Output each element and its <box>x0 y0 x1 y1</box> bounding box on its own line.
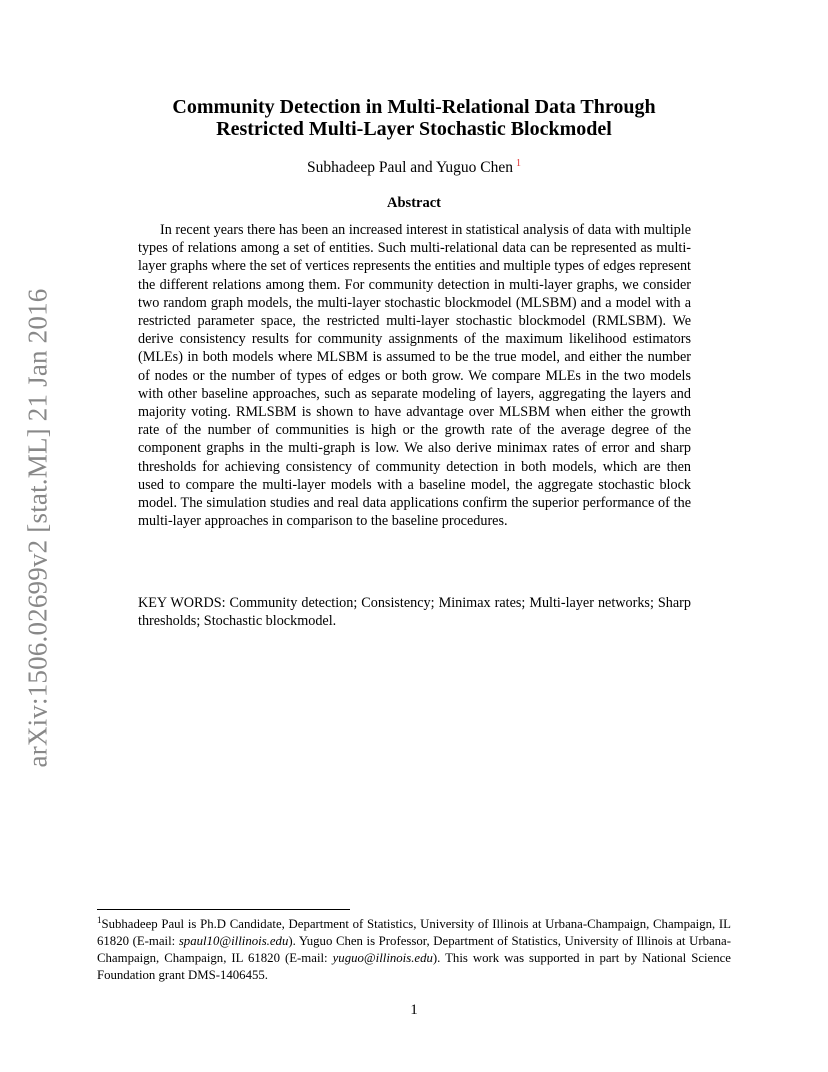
author-list <box>100 158 728 177</box>
paper-title <box>100 96 728 140</box>
footnote <box>97 912 731 984</box>
paper-title-line-1: Community Detection in Multi-Relational Data Through <box>172 96 656 118</box>
author-footnote-link[interactable]: 1 <box>516 158 522 169</box>
footnote-text-part-2: ). Yuguo Chen is Professor, Department of Statistics, University of Illinois at Urbana-Champaign, Champaign, IL 61820 (E-mail: <box>97 934 732 965</box>
footnote-text-part-1: Subhadeep Paul is Ph.D Candidate, Department of Statistics, University of Illinois at Urbana-Champaign, Champaign, IL 61820 (E-mail: <box>97 917 731 948</box>
keywords-paragraph: KEY WORDS: Community detection; Consistency; Minimax rates; Multi-layer networks; Sharp thresholds; Stochastic blockmodel. <box>138 595 691 630</box>
abstract-heading: Abstract <box>387 195 441 211</box>
footnote-text-part-3: ). This work was supported in part by National Science Foundation grant DMS-1406455. <box>97 951 731 982</box>
footnote-divider <box>97 909 350 910</box>
footnote-email-2: yuguo@illinois.edu <box>332 951 433 965</box>
footnote-mark: 1 <box>97 915 102 925</box>
author-names: Subhadeep Paul and Yuguo Chen <box>306 159 514 176</box>
arxiv-identifier-stamp: arXiv:1506.02699v2 [stat.ML] 21 Jan 2016 <box>22 288 53 768</box>
footnote-email-1: spaul10@illinois.edu <box>178 934 289 948</box>
page-number: 1 <box>410 1002 418 1018</box>
abstract-body: In recent years there has been an increased interest in statistical analysis of data with multiple types of relations among a set of entities. Such multi-relational data can be represented as multi-layer graphs where the set of vertices represents the entities and multiple types of edges represent the different relations among them. For community detection in multi-layer graphs, we consider two random graph models, the multi-layer stochastic blockmodel (MLSBM) and a model with a restricted parameter space, the restricted multi-layer stochastic blockmodel (RMLSBM). We derive consistency results for community assignments of the maximum likelihood estimators (MLEs) in both models where MLSBM is assumed to be the true model, and either the number of nodes or the number of types of edges or both grow. We compare MLEs in the two models with other baseline approaches, such as separate modeling of layers, aggregating the layers and majority voting. RMLSBM is shown to have advantage over MLSBM when either the growth rate of the number of communities is high or the growth rate of the average degree of the component graphs in the multi-graph is low. We also derive minimax rates of error and sharp thresholds for achieving consistency of community detection in both models, which are then used to compare the multi-layer models with a baseline model, the aggregate stochastic block model. The simulation studies and real data applications confirm the superior performance of the multi-layer approaches in comparison to the baseline procedures. <box>138 222 691 530</box>
paper-title-line-2: Restricted Multi-Layer Stochastic Blockmodel <box>216 118 612 140</box>
